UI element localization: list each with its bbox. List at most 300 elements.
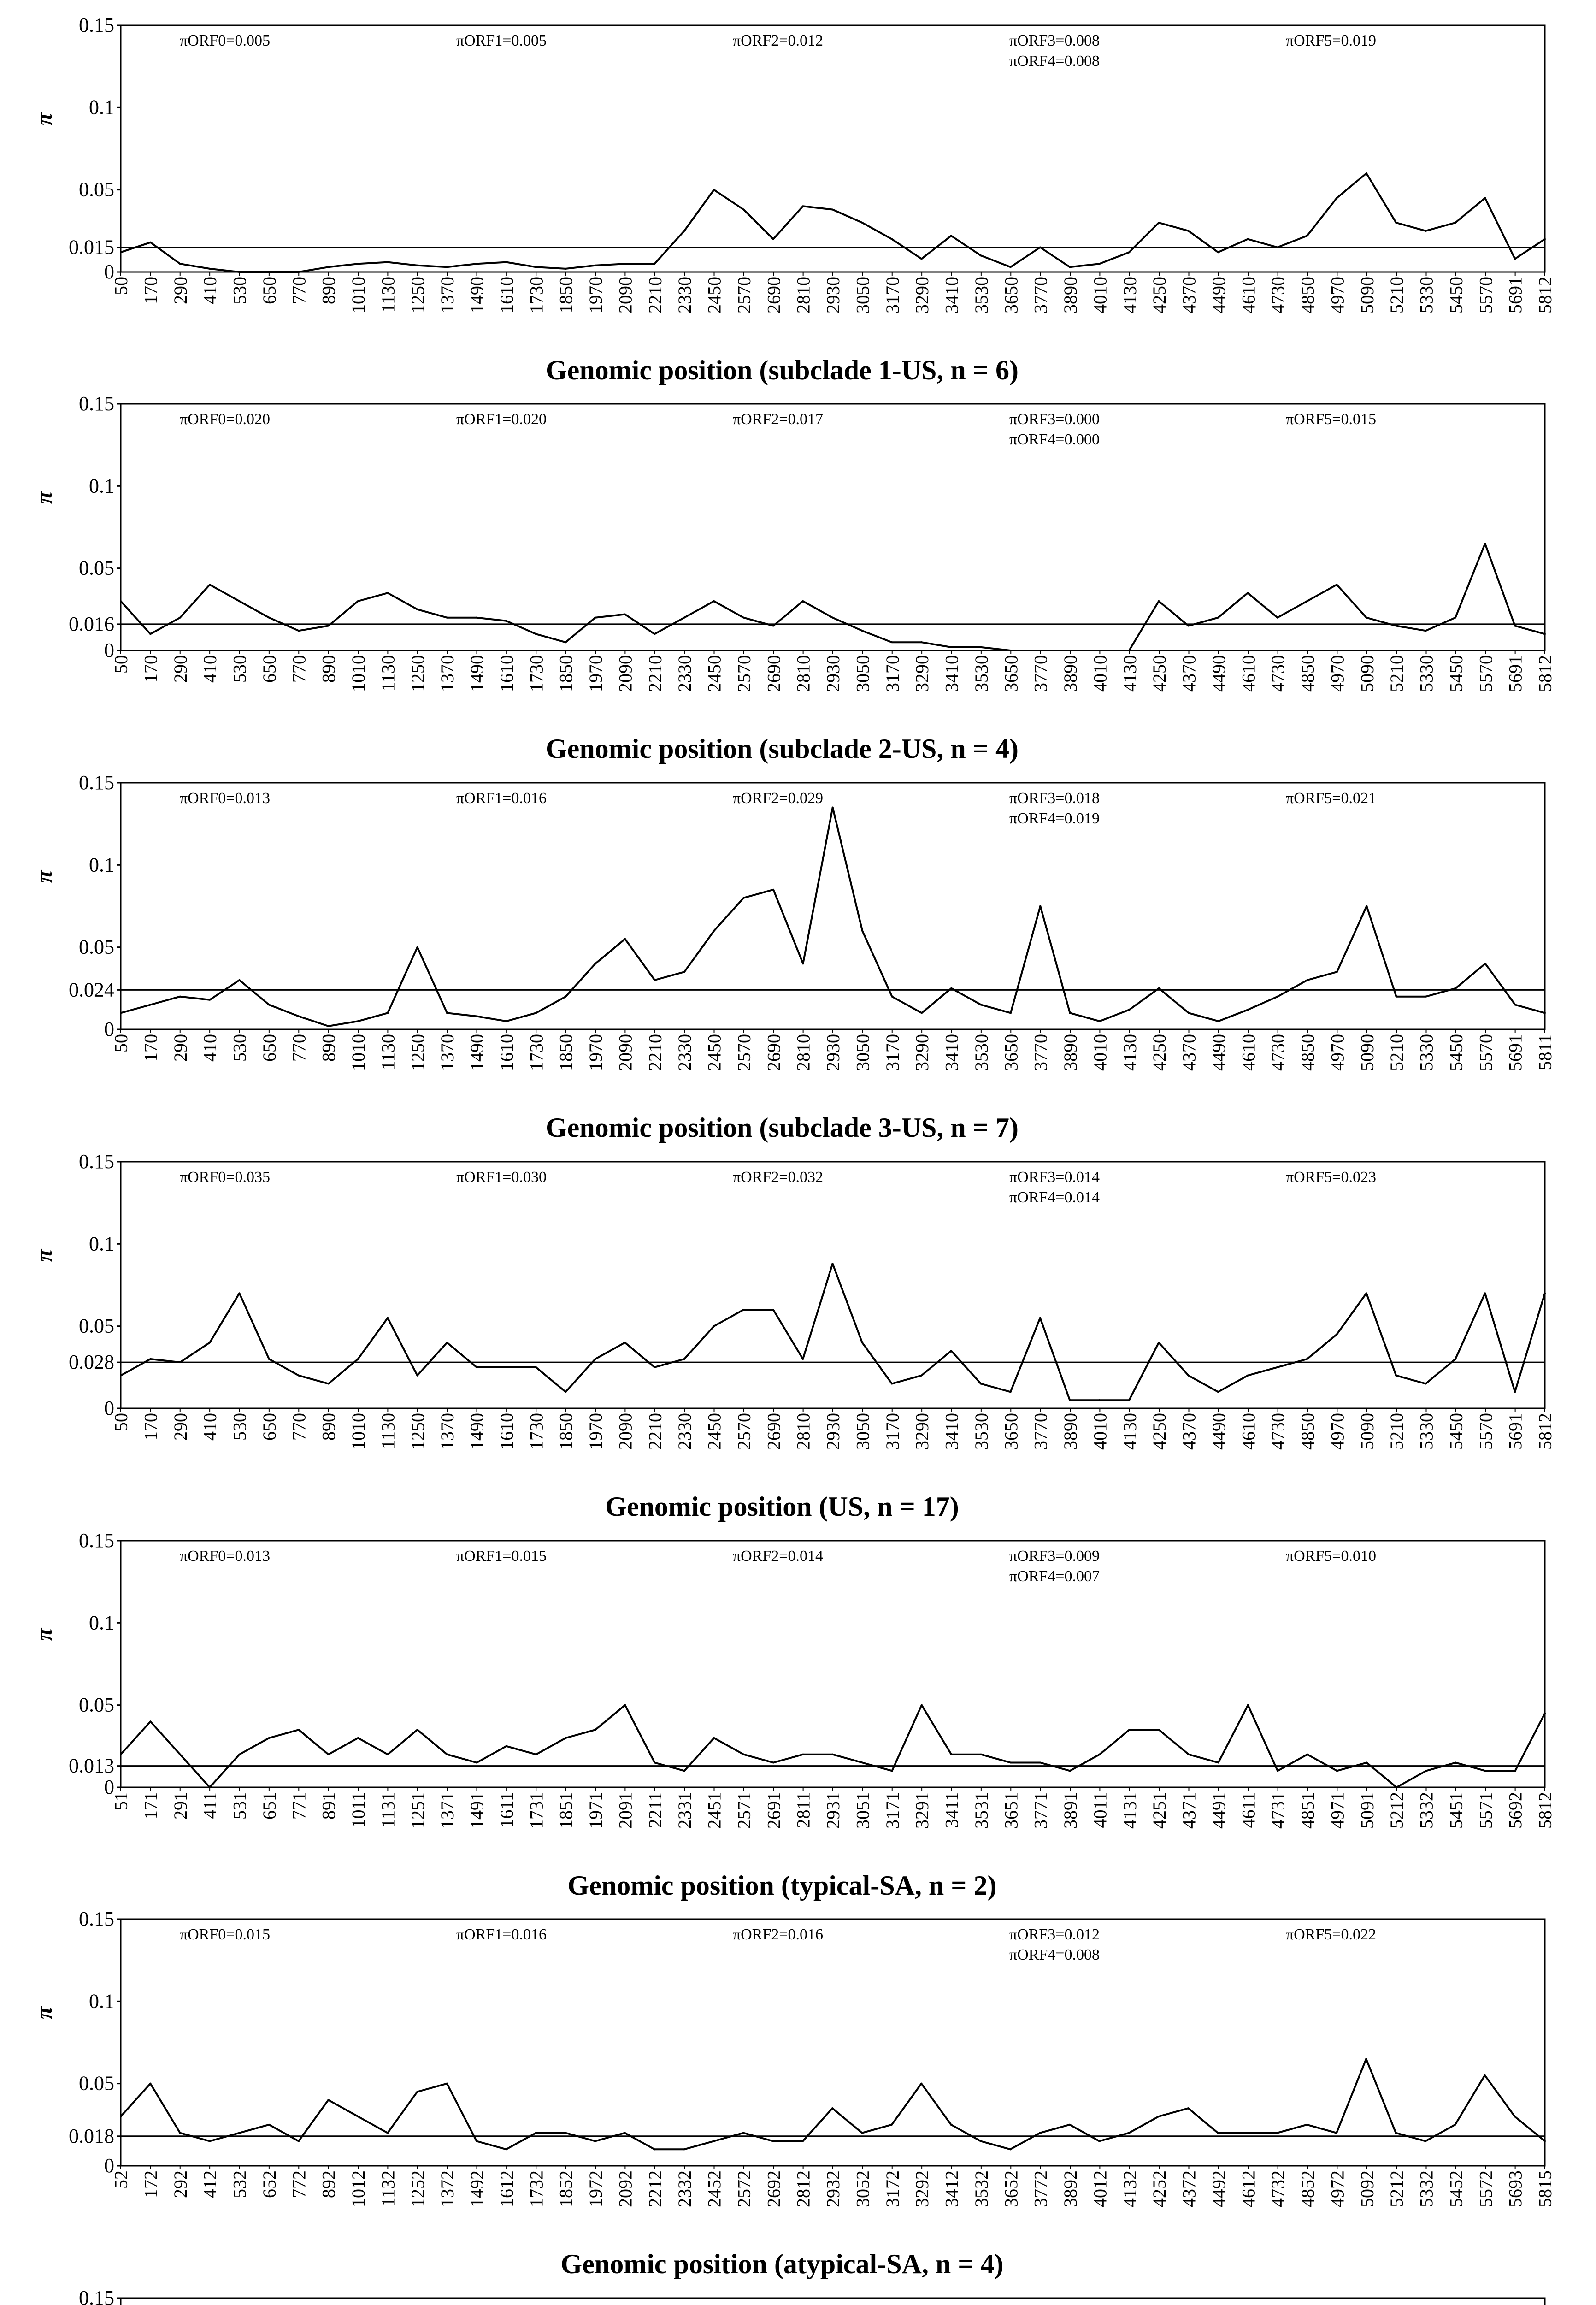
y-tick-label: 0.05 bbox=[79, 178, 114, 201]
data-point bbox=[298, 1375, 300, 1377]
data-point bbox=[1188, 1012, 1190, 1014]
orf-pi-annotation: πORF3=0.008 bbox=[1009, 32, 1100, 49]
x-tick-label: 4250 bbox=[1149, 655, 1170, 692]
x-tick-label: 2090 bbox=[615, 277, 636, 313]
data-point bbox=[1455, 1358, 1456, 1360]
x-tick-label: 5210 bbox=[1386, 655, 1408, 692]
data-point bbox=[1307, 1754, 1308, 1755]
x-tick-label: 4010 bbox=[1090, 277, 1111, 313]
data-point bbox=[506, 620, 507, 622]
data-point bbox=[624, 1704, 626, 1706]
data-point bbox=[1544, 2140, 1546, 2142]
x-tick-label: 2690 bbox=[763, 277, 784, 313]
data-point bbox=[595, 1729, 596, 1731]
data-point bbox=[654, 1762, 656, 1764]
data-point bbox=[1069, 1012, 1071, 1014]
orf-pi-annotation: πORF5=0.021 bbox=[1286, 790, 1376, 807]
data-point bbox=[980, 2140, 982, 2142]
x-tick-label: 5091 bbox=[1356, 1792, 1378, 1829]
orf-pi-annotation: πORF3=0.018 bbox=[1009, 790, 1100, 807]
x-tick-label: 2212 bbox=[644, 2170, 665, 2207]
x-tick-label: 5210 bbox=[1386, 277, 1408, 313]
x-tick-label: 1012 bbox=[348, 2170, 369, 2207]
data-point bbox=[1069, 1399, 1071, 1401]
x-tick-label: 170 bbox=[140, 277, 161, 304]
plot-frame bbox=[121, 25, 1545, 272]
y-tick-label: 0.15 bbox=[79, 1529, 114, 1552]
chart-panels bbox=[31, 14, 1555, 2305]
x-tick-label: 2330 bbox=[674, 1034, 695, 1071]
y-tick-label: 0.05 bbox=[79, 935, 114, 958]
orf-pi-annotation: πORF0=0.005 bbox=[180, 32, 270, 49]
x-tick-label: 2572 bbox=[733, 2170, 754, 2207]
x-tick-label: 2330 bbox=[674, 277, 695, 313]
data-point bbox=[1306, 2124, 1308, 2126]
y-tick-label: 0.1 bbox=[89, 853, 114, 876]
data-point bbox=[476, 263, 477, 265]
data-point bbox=[861, 1762, 863, 1764]
x-tick-label: 4372 bbox=[1178, 2170, 1200, 2207]
data-point bbox=[1247, 2132, 1249, 2134]
x-tick-label: 1970 bbox=[585, 277, 606, 313]
x-tick-label: 3290 bbox=[912, 1413, 933, 1450]
x-tick-label: 1011 bbox=[348, 1792, 369, 1828]
x-tick-label: 3050 bbox=[852, 655, 873, 692]
data-point bbox=[1514, 625, 1516, 627]
data-point bbox=[1455, 617, 1456, 619]
x-axis-label: Genomic position (atypical-SA, n = 4) bbox=[560, 2249, 1004, 2279]
x-tick-label: 1611 bbox=[496, 1792, 517, 1828]
data-point bbox=[268, 1358, 270, 1360]
x-tick-label: 4490 bbox=[1208, 655, 1229, 692]
orf-pi-annotation: πORF4=0.019 bbox=[1009, 810, 1100, 827]
x-tick-label: 292 bbox=[170, 2170, 191, 2198]
x-tick-label: 890 bbox=[318, 1413, 339, 1441]
orf-pi-annotation: πORF4=0.008 bbox=[1009, 1946, 1100, 1963]
data-point bbox=[802, 1358, 804, 1360]
x-tick-label: 2570 bbox=[733, 1413, 754, 1450]
x-tick-label: 3530 bbox=[971, 1034, 992, 1071]
x-tick-label: 5332 bbox=[1416, 2170, 1437, 2207]
y-tick-label: 0.05 bbox=[79, 2072, 114, 2095]
data-point bbox=[1010, 1012, 1012, 1014]
x-tick-label: 5330 bbox=[1416, 277, 1437, 313]
x-tick-label: 4130 bbox=[1119, 277, 1140, 313]
data-point bbox=[1395, 2132, 1397, 2134]
y-tick-label: 0.15 bbox=[79, 392, 114, 415]
data-point bbox=[506, 1020, 507, 1022]
x-tick-label: 1132 bbox=[377, 2170, 399, 2207]
data-point bbox=[476, 617, 477, 619]
x-tick-label: 170 bbox=[140, 1034, 161, 1062]
x-axis-label: Genomic position (US, n = 17) bbox=[605, 1491, 959, 1522]
data-point bbox=[120, 251, 122, 253]
data-point bbox=[1128, 1399, 1130, 1401]
x-tick-label: 5451 bbox=[1445, 1792, 1466, 1829]
data-point bbox=[1455, 222, 1456, 224]
data-point bbox=[238, 1754, 240, 1755]
x-tick-label: 4491 bbox=[1208, 1792, 1229, 1829]
data-point bbox=[1277, 617, 1278, 619]
data-point bbox=[535, 633, 537, 635]
data-point bbox=[1306, 1358, 1308, 1360]
data-point bbox=[1336, 197, 1337, 199]
data-point bbox=[417, 1729, 418, 1731]
x-tick-label: 1490 bbox=[466, 655, 488, 692]
x-tick-label: 5330 bbox=[1416, 655, 1437, 692]
data-point bbox=[1396, 996, 1397, 998]
diversity-line bbox=[121, 544, 1545, 650]
y-tick-label: 0.05 bbox=[79, 1693, 114, 1716]
x-tick-label: 3051 bbox=[852, 1792, 873, 1829]
data-point bbox=[683, 2148, 685, 2150]
x-tick-label: 5450 bbox=[1445, 277, 1466, 313]
x-tick-label: 5090 bbox=[1356, 277, 1378, 313]
y-tick-label: 0.013 bbox=[69, 1754, 114, 1777]
data-point bbox=[120, 600, 122, 602]
data-point bbox=[268, 617, 270, 619]
orf-pi-annotation: πORF1=0.015 bbox=[456, 1548, 547, 1565]
data-point bbox=[506, 1366, 507, 1368]
x-tick-label: 4732 bbox=[1267, 2170, 1289, 2207]
data-point bbox=[891, 1383, 893, 1385]
orf-pi-annotation: πORF3=0.012 bbox=[1009, 1926, 1100, 1943]
data-point bbox=[565, 2132, 566, 2134]
orf-pi-annotation: πORF1=0.005 bbox=[456, 32, 547, 49]
x-tick-label: 3410 bbox=[941, 655, 962, 692]
y-tick-label: 0 bbox=[104, 1018, 114, 1040]
data-point bbox=[238, 1292, 240, 1294]
x-tick-label: 5210 bbox=[1386, 1413, 1408, 1450]
data-point bbox=[1128, 1729, 1130, 1731]
data-point bbox=[831, 208, 833, 210]
y-tick-label: 0.018 bbox=[69, 2124, 114, 2147]
chart-panel-7 bbox=[31, 2287, 1555, 2305]
x-tick-label: 3650 bbox=[1001, 277, 1022, 313]
x-tick-label: 890 bbox=[318, 655, 339, 683]
data-point bbox=[832, 1754, 834, 1755]
data-point bbox=[149, 2083, 151, 2085]
data-point bbox=[1039, 905, 1041, 907]
data-point bbox=[446, 617, 448, 619]
x-tick-label: 2812 bbox=[793, 2170, 814, 2207]
data-point bbox=[1425, 996, 1427, 998]
data-point bbox=[1366, 905, 1367, 907]
x-tick-label: 3770 bbox=[1030, 655, 1051, 692]
data-point bbox=[772, 889, 774, 891]
x-axis-label: Genomic position (typical-SA, n = 2) bbox=[567, 1870, 997, 1901]
data-point bbox=[476, 1015, 477, 1017]
x-tick-label: 2811 bbox=[793, 1792, 814, 1828]
x-tick-label: 4251 bbox=[1149, 1792, 1170, 1829]
x-tick-label: 3770 bbox=[1030, 1413, 1051, 1450]
data-point bbox=[209, 584, 211, 585]
x-tick-label: 410 bbox=[200, 1034, 221, 1062]
x-tick-label: 5691 bbox=[1505, 655, 1526, 692]
data-point bbox=[446, 1754, 448, 1755]
x-tick-label: 651 bbox=[259, 1792, 280, 1820]
data-point bbox=[1484, 2074, 1486, 2076]
x-tick-label: 5691 bbox=[1505, 1034, 1526, 1071]
data-point bbox=[446, 1012, 448, 1014]
data-point bbox=[1009, 2148, 1011, 2150]
x-tick-label: 4492 bbox=[1208, 2170, 1229, 2207]
data-point bbox=[149, 1720, 151, 1722]
diversity-line bbox=[121, 173, 1545, 272]
x-tick-label: 4970 bbox=[1327, 1034, 1348, 1071]
x-tick-label: 3531 bbox=[971, 1792, 992, 1829]
plot-frame bbox=[121, 783, 1545, 1029]
data-point bbox=[713, 189, 715, 191]
data-point bbox=[417, 609, 418, 610]
data-point bbox=[1454, 2124, 1456, 2126]
data-point bbox=[891, 1770, 893, 1772]
data-point bbox=[1187, 2107, 1189, 2109]
data-point bbox=[1247, 1375, 1249, 1377]
data-point bbox=[179, 996, 181, 998]
x-tick-label: 3890 bbox=[1060, 277, 1081, 313]
x-tick-label: 3170 bbox=[882, 655, 903, 692]
orf-pi-annotation: πORF1=0.020 bbox=[456, 411, 547, 428]
data-point bbox=[1514, 1391, 1516, 1393]
data-point bbox=[1128, 1009, 1130, 1011]
x-axis-label: Genomic position (subclade 3-US, n = 7) bbox=[546, 1112, 1019, 1143]
y-tick-label: 0.1 bbox=[89, 1611, 114, 1634]
data-point bbox=[1188, 1375, 1190, 1377]
x-tick-label: 4970 bbox=[1327, 277, 1348, 313]
x-tick-label: 1250 bbox=[407, 277, 428, 313]
data-point bbox=[1039, 247, 1041, 248]
x-tick-label: 1612 bbox=[496, 2170, 517, 2207]
x-tick-label: 5812 bbox=[1535, 1792, 1555, 1829]
x-tick-label: 2210 bbox=[644, 1413, 665, 1450]
x-tick-label: 5452 bbox=[1445, 2170, 1466, 2207]
x-tick-label: 4132 bbox=[1119, 2170, 1140, 2207]
x-tick-label: 50 bbox=[111, 1034, 131, 1052]
data-point bbox=[328, 1754, 330, 1755]
data-point bbox=[1069, 2124, 1071, 2126]
chart-panel-4 bbox=[31, 1150, 1555, 1522]
data-point bbox=[1158, 2116, 1160, 2117]
x-tick-label: 4371 bbox=[1178, 1792, 1200, 1829]
x-tick-label: 3890 bbox=[1060, 1034, 1081, 1071]
x-tick-label: 5570 bbox=[1475, 655, 1496, 692]
x-tick-label: 4610 bbox=[1238, 1034, 1259, 1071]
data-point bbox=[1217, 1762, 1219, 1764]
x-axis-label: Genomic position (subclade 2-US, n = 4) bbox=[546, 733, 1019, 764]
x-tick-label: 3650 bbox=[1001, 655, 1022, 692]
x-tick-label: 2692 bbox=[763, 2170, 784, 2207]
x-tick-label: 1852 bbox=[555, 2170, 577, 2207]
data-point bbox=[535, 266, 537, 268]
data-point bbox=[209, 999, 211, 1001]
x-tick-label: 1730 bbox=[526, 1034, 547, 1071]
orf-pi-annotation: πORF5=0.015 bbox=[1286, 411, 1376, 428]
data-point bbox=[921, 641, 923, 643]
data-point bbox=[831, 1263, 833, 1265]
x-tick-label: 1370 bbox=[437, 1034, 458, 1071]
x-tick-label: 2810 bbox=[793, 1413, 814, 1450]
x-tick-label: 1730 bbox=[526, 277, 547, 313]
x-tick-label: 3891 bbox=[1060, 1792, 1081, 1829]
data-point bbox=[832, 807, 834, 809]
data-point bbox=[476, 1366, 477, 1368]
data-point bbox=[742, 208, 744, 210]
x-tick-label: 4130 bbox=[1119, 655, 1140, 692]
x-tick-label: 1250 bbox=[407, 1034, 428, 1071]
data-point bbox=[831, 2107, 833, 2109]
x-tick-label: 1850 bbox=[555, 655, 577, 692]
data-point bbox=[950, 987, 952, 989]
data-point bbox=[1188, 230, 1190, 232]
x-tick-label: 1492 bbox=[466, 2170, 488, 2207]
data-point bbox=[654, 1366, 655, 1368]
x-tick-label: 3170 bbox=[882, 1413, 903, 1450]
data-point bbox=[743, 1754, 745, 1755]
data-point bbox=[149, 1004, 151, 1006]
chart-panel-1 bbox=[31, 14, 1555, 385]
data-point bbox=[1484, 963, 1486, 964]
x-tick-label: 5210 bbox=[1386, 1034, 1408, 1071]
data-point bbox=[268, 1737, 270, 1739]
x-tick-label: 2450 bbox=[704, 1413, 725, 1450]
data-point bbox=[1514, 2116, 1516, 2117]
data-point bbox=[921, 1012, 923, 1014]
orf-pi-annotation: πORF1=0.016 bbox=[456, 790, 547, 807]
data-point bbox=[861, 1342, 863, 1343]
x-tick-label: 3652 bbox=[1001, 2170, 1022, 2207]
data-point bbox=[1158, 987, 1160, 989]
data-point bbox=[1158, 1729, 1160, 1731]
orf-pi-annotation: πORF3=0.009 bbox=[1009, 1548, 1100, 1565]
x-tick-label: 2330 bbox=[674, 1413, 695, 1450]
x-tick-label: 3411 bbox=[941, 1792, 962, 1828]
data-point bbox=[1336, 1770, 1338, 1772]
x-tick-label: 1370 bbox=[437, 655, 458, 692]
data-point bbox=[1484, 197, 1486, 199]
x-tick-label: 1490 bbox=[466, 277, 488, 313]
data-point bbox=[1277, 996, 1278, 998]
x-tick-label: 1251 bbox=[407, 1792, 428, 1829]
data-point bbox=[683, 230, 685, 232]
x-tick-label: 2332 bbox=[674, 2170, 695, 2207]
data-point bbox=[416, 2091, 418, 2093]
x-tick-label: 1250 bbox=[407, 1413, 428, 1450]
data-point bbox=[565, 641, 566, 643]
y-tick-label: 0 bbox=[104, 639, 114, 662]
data-point bbox=[624, 938, 626, 940]
y-axis-label: π bbox=[31, 2006, 57, 2019]
x-tick-label: 530 bbox=[229, 1413, 250, 1441]
data-point bbox=[1188, 625, 1190, 627]
x-tick-label: 2091 bbox=[615, 1792, 636, 1829]
data-point bbox=[980, 254, 982, 256]
data-point bbox=[1158, 1342, 1160, 1343]
x-tick-label: 1730 bbox=[526, 1413, 547, 1450]
x-tick-label: 772 bbox=[289, 2170, 310, 2198]
data-point bbox=[1128, 251, 1130, 253]
y-tick-label: 0.1 bbox=[89, 1232, 114, 1255]
data-point bbox=[535, 2132, 537, 2134]
orf-pi-annotation: πORF0=0.035 bbox=[180, 1169, 270, 1186]
x-tick-label: 4851 bbox=[1297, 1792, 1318, 1829]
orf-pi-annotation: πORF2=0.017 bbox=[733, 411, 823, 428]
x-tick-label: 652 bbox=[259, 2170, 280, 2198]
x-tick-label: 3772 bbox=[1030, 2170, 1051, 2207]
x-tick-label: 5330 bbox=[1416, 1034, 1437, 1071]
orf-pi-annotation: πORF5=0.023 bbox=[1286, 1169, 1376, 1186]
orf-pi-annotation: πORF2=0.012 bbox=[733, 32, 823, 49]
data-point bbox=[624, 614, 626, 615]
data-point bbox=[802, 205, 804, 207]
x-tick-label: 3170 bbox=[882, 277, 903, 313]
data-point bbox=[179, 617, 181, 619]
data-point bbox=[1306, 235, 1308, 237]
data-point bbox=[1336, 1334, 1337, 1336]
x-tick-label: 4250 bbox=[1149, 277, 1170, 313]
orf-pi-annotation: πORF2=0.029 bbox=[733, 790, 823, 807]
y-tick-label: 0.05 bbox=[79, 1314, 114, 1337]
x-tick-label: 890 bbox=[318, 1034, 339, 1062]
orf-pi-annotation: πORF1=0.030 bbox=[456, 1169, 547, 1186]
x-tick-label: 4130 bbox=[1119, 1413, 1140, 1450]
x-tick-label: 530 bbox=[229, 1034, 250, 1062]
x-tick-label: 5212 bbox=[1386, 1792, 1408, 1829]
data-point bbox=[920, 2083, 922, 2085]
data-point bbox=[506, 1745, 507, 1747]
x-tick-label: 4131 bbox=[1119, 1792, 1140, 1829]
x-tick-label: 1491 bbox=[466, 1792, 488, 1829]
data-point bbox=[1010, 1391, 1012, 1393]
orf-pi-annotation: πORF4=0.000 bbox=[1009, 431, 1100, 448]
data-point bbox=[802, 1754, 804, 1755]
data-point bbox=[1395, 625, 1397, 627]
data-point bbox=[209, 268, 211, 270]
x-tick-label: 1732 bbox=[526, 2170, 547, 2207]
plot-frame bbox=[121, 2298, 1545, 2305]
x-tick-label: 3171 bbox=[882, 1792, 903, 1829]
x-tick-label: 4730 bbox=[1267, 277, 1289, 313]
x-tick-label: 4972 bbox=[1327, 2170, 1348, 2207]
x-tick-label: 1370 bbox=[437, 277, 458, 313]
data-point bbox=[1010, 1762, 1012, 1764]
x-tick-label: 892 bbox=[318, 2170, 339, 2198]
x-tick-label: 5815 bbox=[1535, 2170, 1555, 2207]
x-tick-label: 410 bbox=[200, 277, 221, 304]
x-tick-label: 5692 bbox=[1505, 1792, 1526, 1829]
data-point bbox=[950, 646, 952, 648]
y-tick-label: 0.028 bbox=[69, 1351, 114, 1374]
data-point bbox=[446, 266, 448, 268]
x-tick-label: 770 bbox=[289, 1034, 310, 1062]
x-axis-label: Genomic position (subclade 1-US, n = 6) bbox=[546, 355, 1019, 385]
data-point bbox=[328, 1025, 330, 1027]
x-tick-label: 51 bbox=[111, 1792, 131, 1810]
x-tick-label: 1370 bbox=[437, 1413, 458, 1450]
x-tick-label: 4130 bbox=[1119, 1034, 1140, 1071]
data-point bbox=[565, 1737, 566, 1739]
orf-pi-annotation: πORF2=0.016 bbox=[733, 1926, 823, 1943]
data-point bbox=[713, 1737, 715, 1739]
data-point bbox=[683, 971, 685, 973]
y-tick-label: 0.15 bbox=[79, 1150, 114, 1173]
x-tick-label: 4850 bbox=[1297, 655, 1318, 692]
x-tick-label: 531 bbox=[229, 1792, 250, 1820]
data-point bbox=[357, 1737, 359, 1739]
y-tick-label: 0.1 bbox=[89, 96, 114, 119]
data-point bbox=[120, 1375, 122, 1377]
data-point bbox=[1366, 172, 1367, 174]
